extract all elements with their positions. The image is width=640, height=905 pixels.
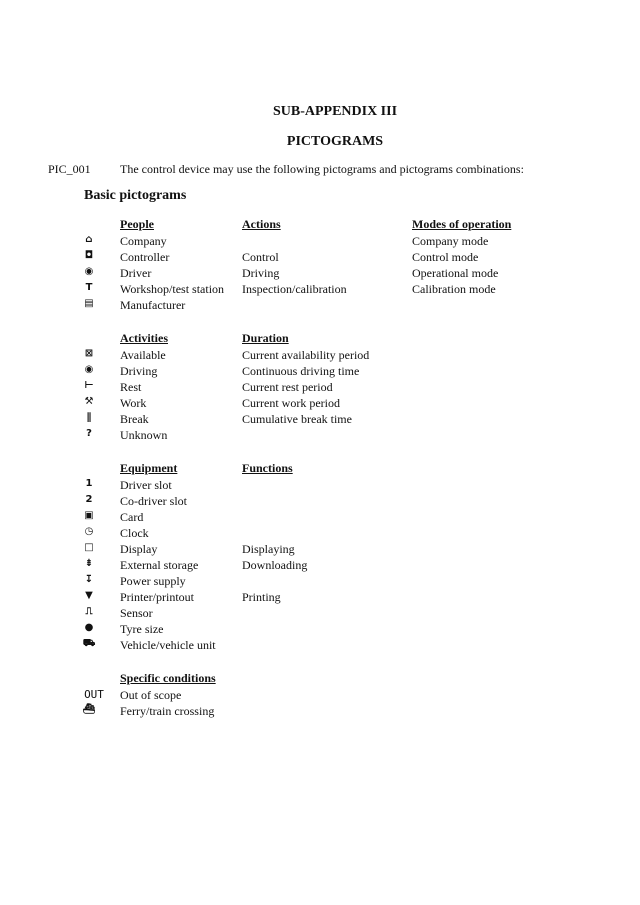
pictogram-label: Break	[120, 412, 149, 426]
column-header: Duration	[242, 331, 289, 345]
column-header: Actions	[242, 217, 281, 231]
pictogram-label: Controller	[120, 250, 170, 264]
pictogram-label: Driver slot	[120, 478, 172, 492]
driving-icon: ◉	[84, 364, 94, 375]
card-icon: ▣	[84, 510, 94, 521]
clock-icon: ◷	[84, 526, 94, 537]
power-supply-icon: ↧	[84, 574, 94, 585]
work-icon: ⚒	[84, 396, 94, 407]
intro-text: The control device may use the following pictograms and pictograms combinations:	[120, 162, 524, 176]
pictogram-label: Driving	[242, 266, 280, 280]
driver-icon: ◉	[84, 266, 94, 277]
column-header: Equipment	[120, 461, 178, 475]
rest-icon: ⊢	[84, 380, 94, 391]
column-header: Modes of operation	[412, 217, 512, 231]
pictogram-label: Workshop/test station	[120, 282, 225, 296]
column-header: Functions	[242, 461, 293, 475]
out-of-scope-icon: OUT	[84, 688, 104, 701]
break-icon: ∥	[86, 412, 92, 423]
pictogram-label: Co-driver slot	[120, 494, 187, 508]
ferry-train-icon: ⛴	[82, 704, 96, 715]
manufacturer-icon: ▤	[84, 298, 94, 309]
pictogram-label: Manufacturer	[120, 298, 186, 312]
pictogram-label: Out of scope	[120, 688, 182, 702]
tyre-size-icon: ●	[84, 622, 94, 633]
pictogram-label: Current availability period	[242, 348, 370, 362]
unknown-icon: ?	[86, 428, 92, 439]
driver-slot-icon: 1	[85, 478, 93, 489]
pictogram-label: Sensor	[120, 606, 153, 620]
reference-code: PIC_001	[48, 162, 91, 176]
pictogram-label: Continuous driving time	[242, 364, 360, 378]
pictogram-label: Card	[120, 510, 144, 524]
external-storage-icon: ⇟	[84, 558, 94, 569]
pictogram-label: Cumulative break time	[242, 412, 352, 426]
pictogram-label: External storage	[120, 558, 199, 572]
pictogram-label: Downloading	[242, 558, 308, 572]
column-header: Specific conditions	[120, 671, 216, 685]
page-subtitle: PICTOGRAMS	[286, 134, 384, 149]
vehicle-icon: ⛟	[82, 638, 96, 649]
pictogram-label: Calibration mode	[412, 282, 496, 296]
pictogram-label: Operational mode	[412, 266, 499, 280]
pictogram-label: Printer/printout	[120, 590, 194, 604]
workshop-icon: T	[85, 282, 93, 293]
pictogram-label: Control	[242, 250, 279, 264]
pictogram-label: Display	[120, 542, 158, 556]
pictogram-label: Company	[120, 234, 167, 248]
pictogram-label: Unknown	[120, 428, 168, 442]
pictogram-label: Driver	[120, 266, 152, 280]
pictogram-label: Clock	[120, 526, 149, 540]
sensor-icon: ⎍	[85, 606, 93, 617]
display-icon: □	[84, 542, 94, 553]
pictogram-label: Inspection/calibration	[242, 282, 347, 296]
printer-icon: ▼	[85, 590, 93, 601]
column-header: Activities	[120, 331, 168, 345]
section-heading-basic-pictograms: Basic pictograms	[84, 188, 187, 203]
pictogram-label: Available	[120, 348, 166, 362]
pictogram-label: Company mode	[412, 234, 489, 248]
pictogram-label: Rest	[120, 380, 142, 394]
pictogram-label: Power supply	[120, 574, 186, 588]
pictogram-label: Control mode	[412, 250, 479, 264]
pictogram-label: Driving	[120, 364, 158, 378]
company-icon: ⌂	[85, 234, 93, 245]
available-icon: ⊠	[84, 348, 94, 359]
co-driver-slot-icon: 2	[85, 494, 93, 505]
pictogram-label: Tyre size	[120, 622, 164, 636]
pictogram-label: Current rest period	[242, 380, 333, 394]
column-header: People	[120, 217, 154, 231]
pictogram-label: Work	[120, 396, 147, 410]
controller-icon: ◘	[84, 250, 94, 261]
pictogram-label: Vehicle/vehicle unit	[120, 638, 216, 652]
page-title: SUB-APPENDIX III	[272, 104, 398, 119]
pictogram-label: Ferry/train crossing	[120, 704, 215, 718]
pictogram-label: Displaying	[242, 542, 295, 556]
pictogram-label: Current work period	[242, 396, 340, 410]
pictogram-label: Printing	[242, 590, 281, 604]
